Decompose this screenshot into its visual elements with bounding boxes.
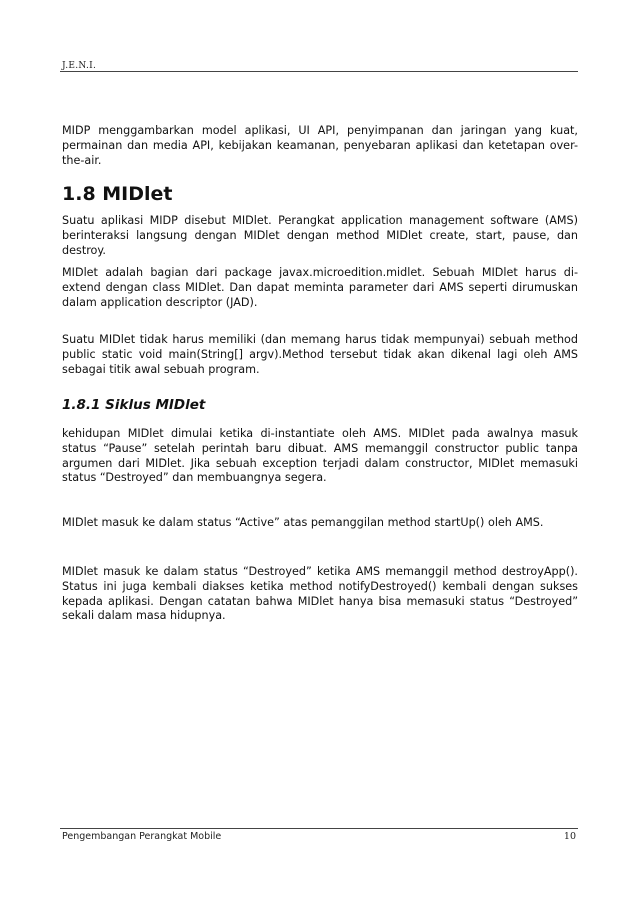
page-header-label: J.E.N.I. (62, 61, 97, 71)
section-paragraph-3: Suatu MIDlet tidak harus memiliki (dan memang harus tidak mempunyai) sebuah method public static void main(String[] argv).Method tersebut tidak akan dikenal lagi oleh AMS sebagai titik awal sebuah program. (62, 333, 578, 376)
section-paragraph-1: Suatu aplikasi MIDP disebut MIDlet. Perangkat application management software (AMS) berinteraksi langsung dengan MIDlet dengan method MIDlet create, start, pause, dan destroy. (62, 214, 578, 257)
intro-paragraph: MIDP menggambarkan model aplikasi, UI API, penyimpanan dan jaringan yang kuat, permainan dan media API, kebijakan keamanan, penyebaran aplikasi dan ketetapan over-the-air. (62, 124, 578, 167)
subsection-paragraph-3: MIDlet masuk ke dalam status “Destroyed” ketika AMS memanggil method destroyApp(). Status ini juga kembali diakses ketika method notifyDestroyed() kembali dengan sukses kepada aplikasi. Dengan catatan bahwa MIDlet hanya bisa memasuki status “Destroyed” sekali dalam masa hidupnya. (62, 565, 578, 623)
section-paragraph-2: MIDlet adalah bagian dari package javax.microedition.midlet. Sebuah MIDlet harus di-extend dengan class MIDlet. Dan dapat meminta parameter dari AMS seperti dirumuskan dalam application descriptor (JAD). (62, 266, 578, 309)
page-number: 10 (563, 831, 576, 842)
subsection-paragraph-1: kehidupan MIDlet dimulai ketika di-instantiate oleh AMS. MIDlet pada awalnya masuk status “Pause” setelah perintah baru dibuat. AMS memanggil constructor public tanpa argumen dari MIDlet. Jika sebuah exception terjadi dalam constructor, MIDlet memasuki status “Destroyed” dan membuangnya segera. (62, 427, 578, 485)
subsection-heading: 1.8.1 Siklus MIDlet (62, 397, 206, 413)
footer-rule (60, 828, 578, 829)
subsection-paragraph-2: MIDlet masuk ke dalam status “Active” atas pemanggilan method startUp() oleh AMS. (62, 516, 544, 529)
page-footer-label: Pengembangan Perangkat Mobile (62, 831, 222, 842)
section-heading: 1.8 MIDlet (62, 183, 173, 205)
header-rule (60, 71, 578, 72)
